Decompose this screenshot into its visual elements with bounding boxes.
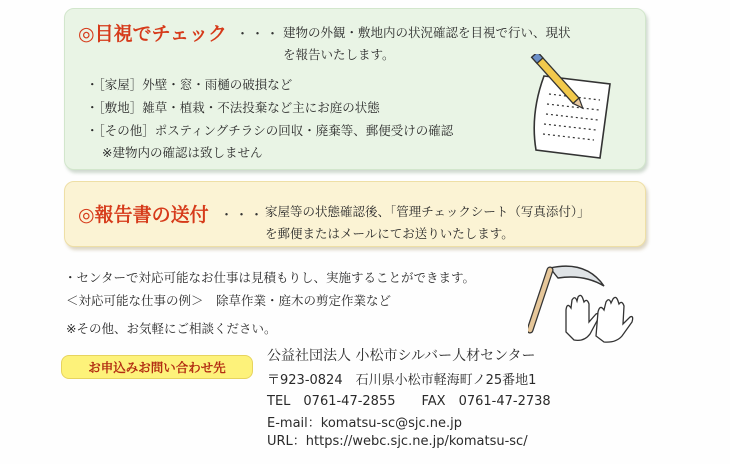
check-section-desc-2: を報告いたします。 — [283, 47, 395, 62]
check-item-house: ・［家屋］外壁・窓・雨樋の破損など — [86, 77, 293, 92]
report-section-desc-2: を郵便またはメールにてお送りいたします。 — [265, 226, 514, 241]
report-section-desc-1: 家屋等の状態確認後、「管理チェックシート（写真添付）」 — [265, 204, 590, 219]
contact-org: 公益社団法人 小松市シルバー人材センター — [267, 348, 536, 364]
contact-phone-fax: TEL 0761-47-2855 FAX 0761-47-2738 — [267, 394, 551, 409]
gloves-icon — [560, 292, 640, 344]
report-section-title: ◎報告書の送付 — [78, 204, 209, 226]
other-info-line-2: ＜対応可能な仕事の例＞ 除草作業・庭木の剪定作業など — [66, 293, 392, 308]
check-item-other: ・［その他］ポスティングチラシの回収・廃棄等、郵便受けの確認 — [86, 123, 454, 138]
contact-address: 〒923-0824 石川県小松市軽海町ノ25番地1 — [267, 373, 537, 388]
check-section-title: ◎目視でチェック — [78, 23, 228, 45]
other-info-line-1: ・センターで対応可能なお仕事は見積もりし、実施することができます。 — [64, 270, 476, 285]
contact-badge: お申込みお問い合わせ先 — [61, 355, 253, 379]
check-note: ※建物内の確認は致しません — [102, 145, 263, 160]
check-section-dots: ・・・ — [236, 27, 282, 42]
contact-email[interactable]: E-mail：komatsu-sc@sjc.ne.jp — [267, 416, 463, 431]
check-item-site: ・［敷地］雑草・植栽・不法投棄など主にお庭の状態 — [86, 100, 380, 115]
report-section-dots: ・・・ — [220, 208, 266, 223]
contact-url[interactable]: URL：https://webc.sjc.ne.jp/komatsu-sc/ — [267, 434, 528, 449]
checklist-pencil-icon — [522, 54, 622, 164]
other-info-line-3: ※その他、お気軽にご相談ください。 — [66, 321, 277, 336]
check-section-desc-1: 建物の外観・敷地内の状況確認を目視で行い、現状 — [283, 25, 571, 40]
